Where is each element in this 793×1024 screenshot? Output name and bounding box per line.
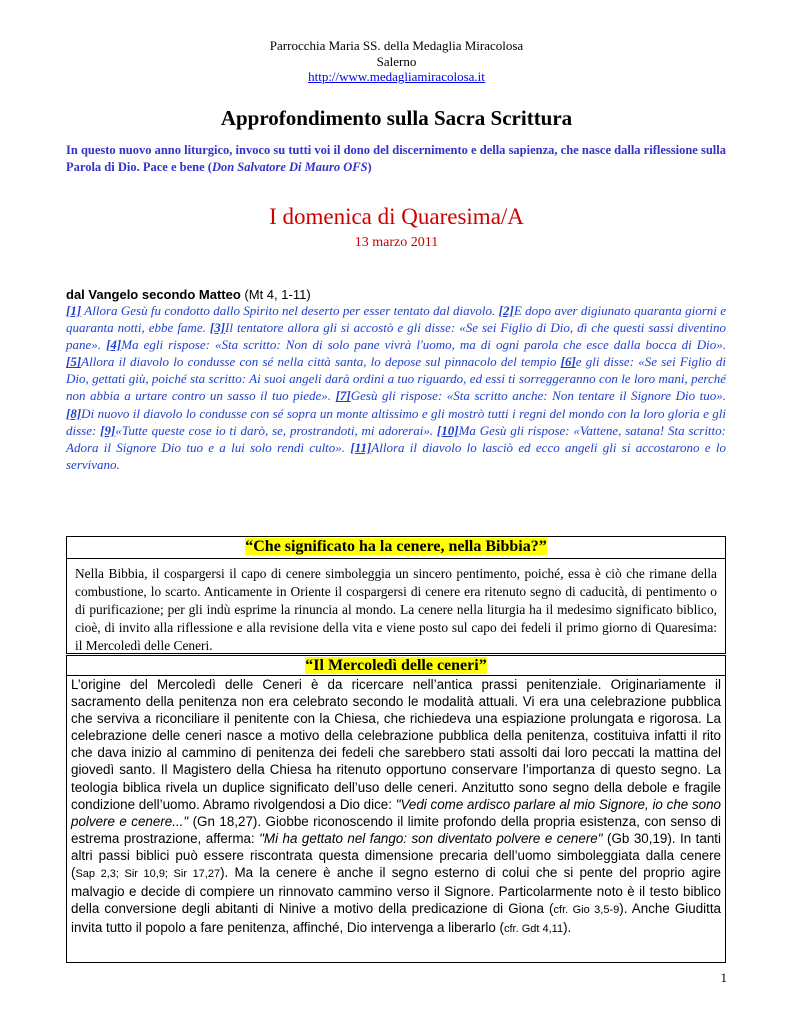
verse-number: [2]	[498, 303, 514, 318]
verse-text: Ma egli rispose: «Sta scritto: Non di solo pane vivrà l'uomo, ma di ogni parola che esce dalla bocca di Dio».	[121, 337, 726, 353]
verse-text: Il tentatore allora gli si accostò e gli disse: «Se sei Figlio di Dio, dì che questi sassi diventino pane».	[66, 320, 726, 353]
verse-text: e gli disse: «Se sei Figlio di Dio, gettati giù, poiché sta scritto: Ai suoi angeli darà ordini a tuo riguardo, ed essi ti sorreggeranno con le loro mani, perché non abbia a urtare contro un sasso il tuo piede».	[66, 354, 726, 404]
reference: cfr. Gio 3,5-9	[553, 904, 620, 917]
ash-meaning-text: Nella Bibbia, il cospargersi il capo di cenere simboleggia un sincero pentimento, poiché, essa è ciò che rimane della combustione, lo scarto. Anticamente in Oriente il cospargersi di cenere era ritenuto segno di caducità, di pentimento o di purificazione; per gli indù esprime la rinuncia al mondo. La cenere nella liturgia ha il medesimo significato biblico, cioè, di invito alla riflessione e alla revisione della vita e viene posto sul capo dei fedeli il primo giorno di Quaresima: il Mercoledì delle Ceneri.	[75, 566, 717, 653]
verse-number: [10]	[436, 422, 459, 438]
intro-author: Don Salvatore Di Mauro OFS	[211, 160, 368, 174]
verse-number: [7]	[335, 388, 351, 404]
text-run: ).	[563, 920, 572, 936]
quote-abraham: "Vedi come ardisco parlare al mio Signore, io che sono polvere e cenere..."	[71, 796, 721, 829]
verse-number: [9]	[100, 422, 116, 438]
gospel-reference: (Mt 4, 1-11)	[240, 287, 311, 302]
verse-text: Gesù gli rispose: «Sta scritto anche: Non tentare il Signore Dio tuo».	[350, 388, 726, 404]
gospel-heading-title: dal Vangelo secondo Matteo	[66, 287, 241, 302]
page-number: 1	[720, 970, 727, 985]
sunday-date: 13 marzo 2011	[354, 235, 439, 250]
verse-text: Ma Gesù gli rispose: «Vattene, satana! Sta scritto: Adora il Signore Dio tuo e a lui solo rendi culto».	[66, 422, 726, 455]
intro-close: )	[367, 160, 372, 174]
verse-text: Allora Gesù fu condotto dallo Spirito nel deserto per esser tentato dal diavolo.	[81, 303, 499, 318]
ash-wednesday-text	[67, 676, 725, 938]
sunday-name: I domenica di Quaresima/A	[269, 204, 524, 229]
text-run: L’origine del Mercoledì delle Ceneri è da ricercare nell’antica prassi penitenziale. Originariamente il sacramento della penitenza non era celebrato secondo le modalità attuali. Vi era una celebrazione pubblica che serviva a riconciliare il penitente con la Chiesa, che richiedeva una espiazione prolungata e rigorosa. La celebrazione delle ceneri nasce a motivo della celebrazione pubblica della penitenza, costituiva infatti il rito che dava inizio al cammino di penitenza dei fedeli che sarebbero stati assolti dai loro peccati la mattina del giovedì santo. Il Magistero della Chiesa ha ritenuto opportuno conservare l’importanza di questo segno. La teologia biblica rivela un duplice significato dell’uso delle ceneri. Anzitutto sono segno della debole e fragile condizione dell’uomo. Abramo rivolgendosi a Dio dice:	[71, 677, 721, 812]
verse-number: [1]	[66, 303, 82, 318]
reference: (Gb 30,19)	[602, 830, 672, 846]
verse-text: Di nuovo il diavolo lo condusse con sé sopra un monte altissimo e gli mostrò tutti i regni del mondo con la loro gloria e gli disse:	[66, 405, 726, 438]
ash-meaning-heading: “Che significato ha la cenere, nella Bibbia?”	[245, 538, 547, 555]
page-title: Approfondimento sulla Sacra Scrittura	[220, 106, 573, 130]
verse-number: [4]	[106, 337, 122, 353]
ash-wednesday-heading: “Il Mercoledì delle ceneri”	[305, 657, 487, 674]
verse-text: «Tutte queste cose io ti darò, se, prostrandoti, mi adorerai».	[115, 422, 437, 438]
text-run: ). Anche Giuditta invita tutto il popolo a fare penitenza, affinché, Dio intervenga a liberarlo (	[71, 901, 722, 936]
parish-website-link[interactable]: http://www.medagliamiracolosa.it	[308, 69, 485, 84]
gospel-text	[66, 302, 726, 473]
intro-text: In questo nuovo anno liturgico, invoco su tutti voi il dono del discernimento e della sapienza, che nasce dalla riflessione sulla Parola di Dio. Pace e bene (	[66, 143, 726, 174]
parish-name: Parrocchia Maria SS. della Medaglia Miracolosa	[269, 38, 524, 53]
verse-number: [5]	[66, 354, 82, 370]
quote-job: "Mi ha gettato nel fango: son diventato polvere e cenere"	[259, 830, 603, 846]
ash-meaning-box	[66, 536, 726, 654]
ash-wednesday-box	[66, 655, 726, 963]
reference: cfr. Gdt 4,11	[503, 923, 564, 936]
verse-text: E dopo aver digiunato quaranta giorni e quaranta notti, ebbe fame.	[66, 303, 726, 336]
intro-paragraph	[66, 142, 726, 176]
gospel-heading	[66, 287, 311, 302]
parish-website-row	[0, 69, 793, 85]
text-run: ). Ma la cenere è anche il segno esterno di colui che si pente del proprio agire malvagio e decide di compiere un rinnovato cammino verso il Signore. Particolarmente noto è il testo biblico della conversione degli abitanti di Ninive a motivo della predicazione di Giona (	[71, 865, 721, 917]
reference: (Gn 18,27)	[188, 813, 258, 829]
verse-number: [11]	[350, 439, 372, 455]
verse-number: [6]	[560, 354, 576, 370]
verse-number: [8]	[66, 405, 82, 421]
verse-text: Allora il diavolo lo lasciò ed ecco angeli gli si accostarono e lo servivano.	[66, 439, 726, 472]
parish-city: Salerno	[376, 54, 417, 69]
verse-text: Allora il diavolo lo condusse con sé nella città santa, lo depose sul pinnacolo del tempio	[81, 354, 561, 370]
ash-wednesday-header	[67, 656, 725, 676]
text-run: . Giobbe riconoscendo il limite profondo della propria esistenza, con senso di estrema prostrazione, afferma:	[71, 813, 722, 846]
ash-meaning-header	[67, 537, 725, 559]
verse-number: [3]	[209, 320, 226, 336]
reference: Sap 2,3; Sir 10,9; Sir 17,27	[75, 868, 221, 881]
text-run: . In tanti altri passi biblici può essere riscontrata questa dimensione precaria dell’uomo simboleggiata dalla cenere (	[71, 830, 721, 881]
